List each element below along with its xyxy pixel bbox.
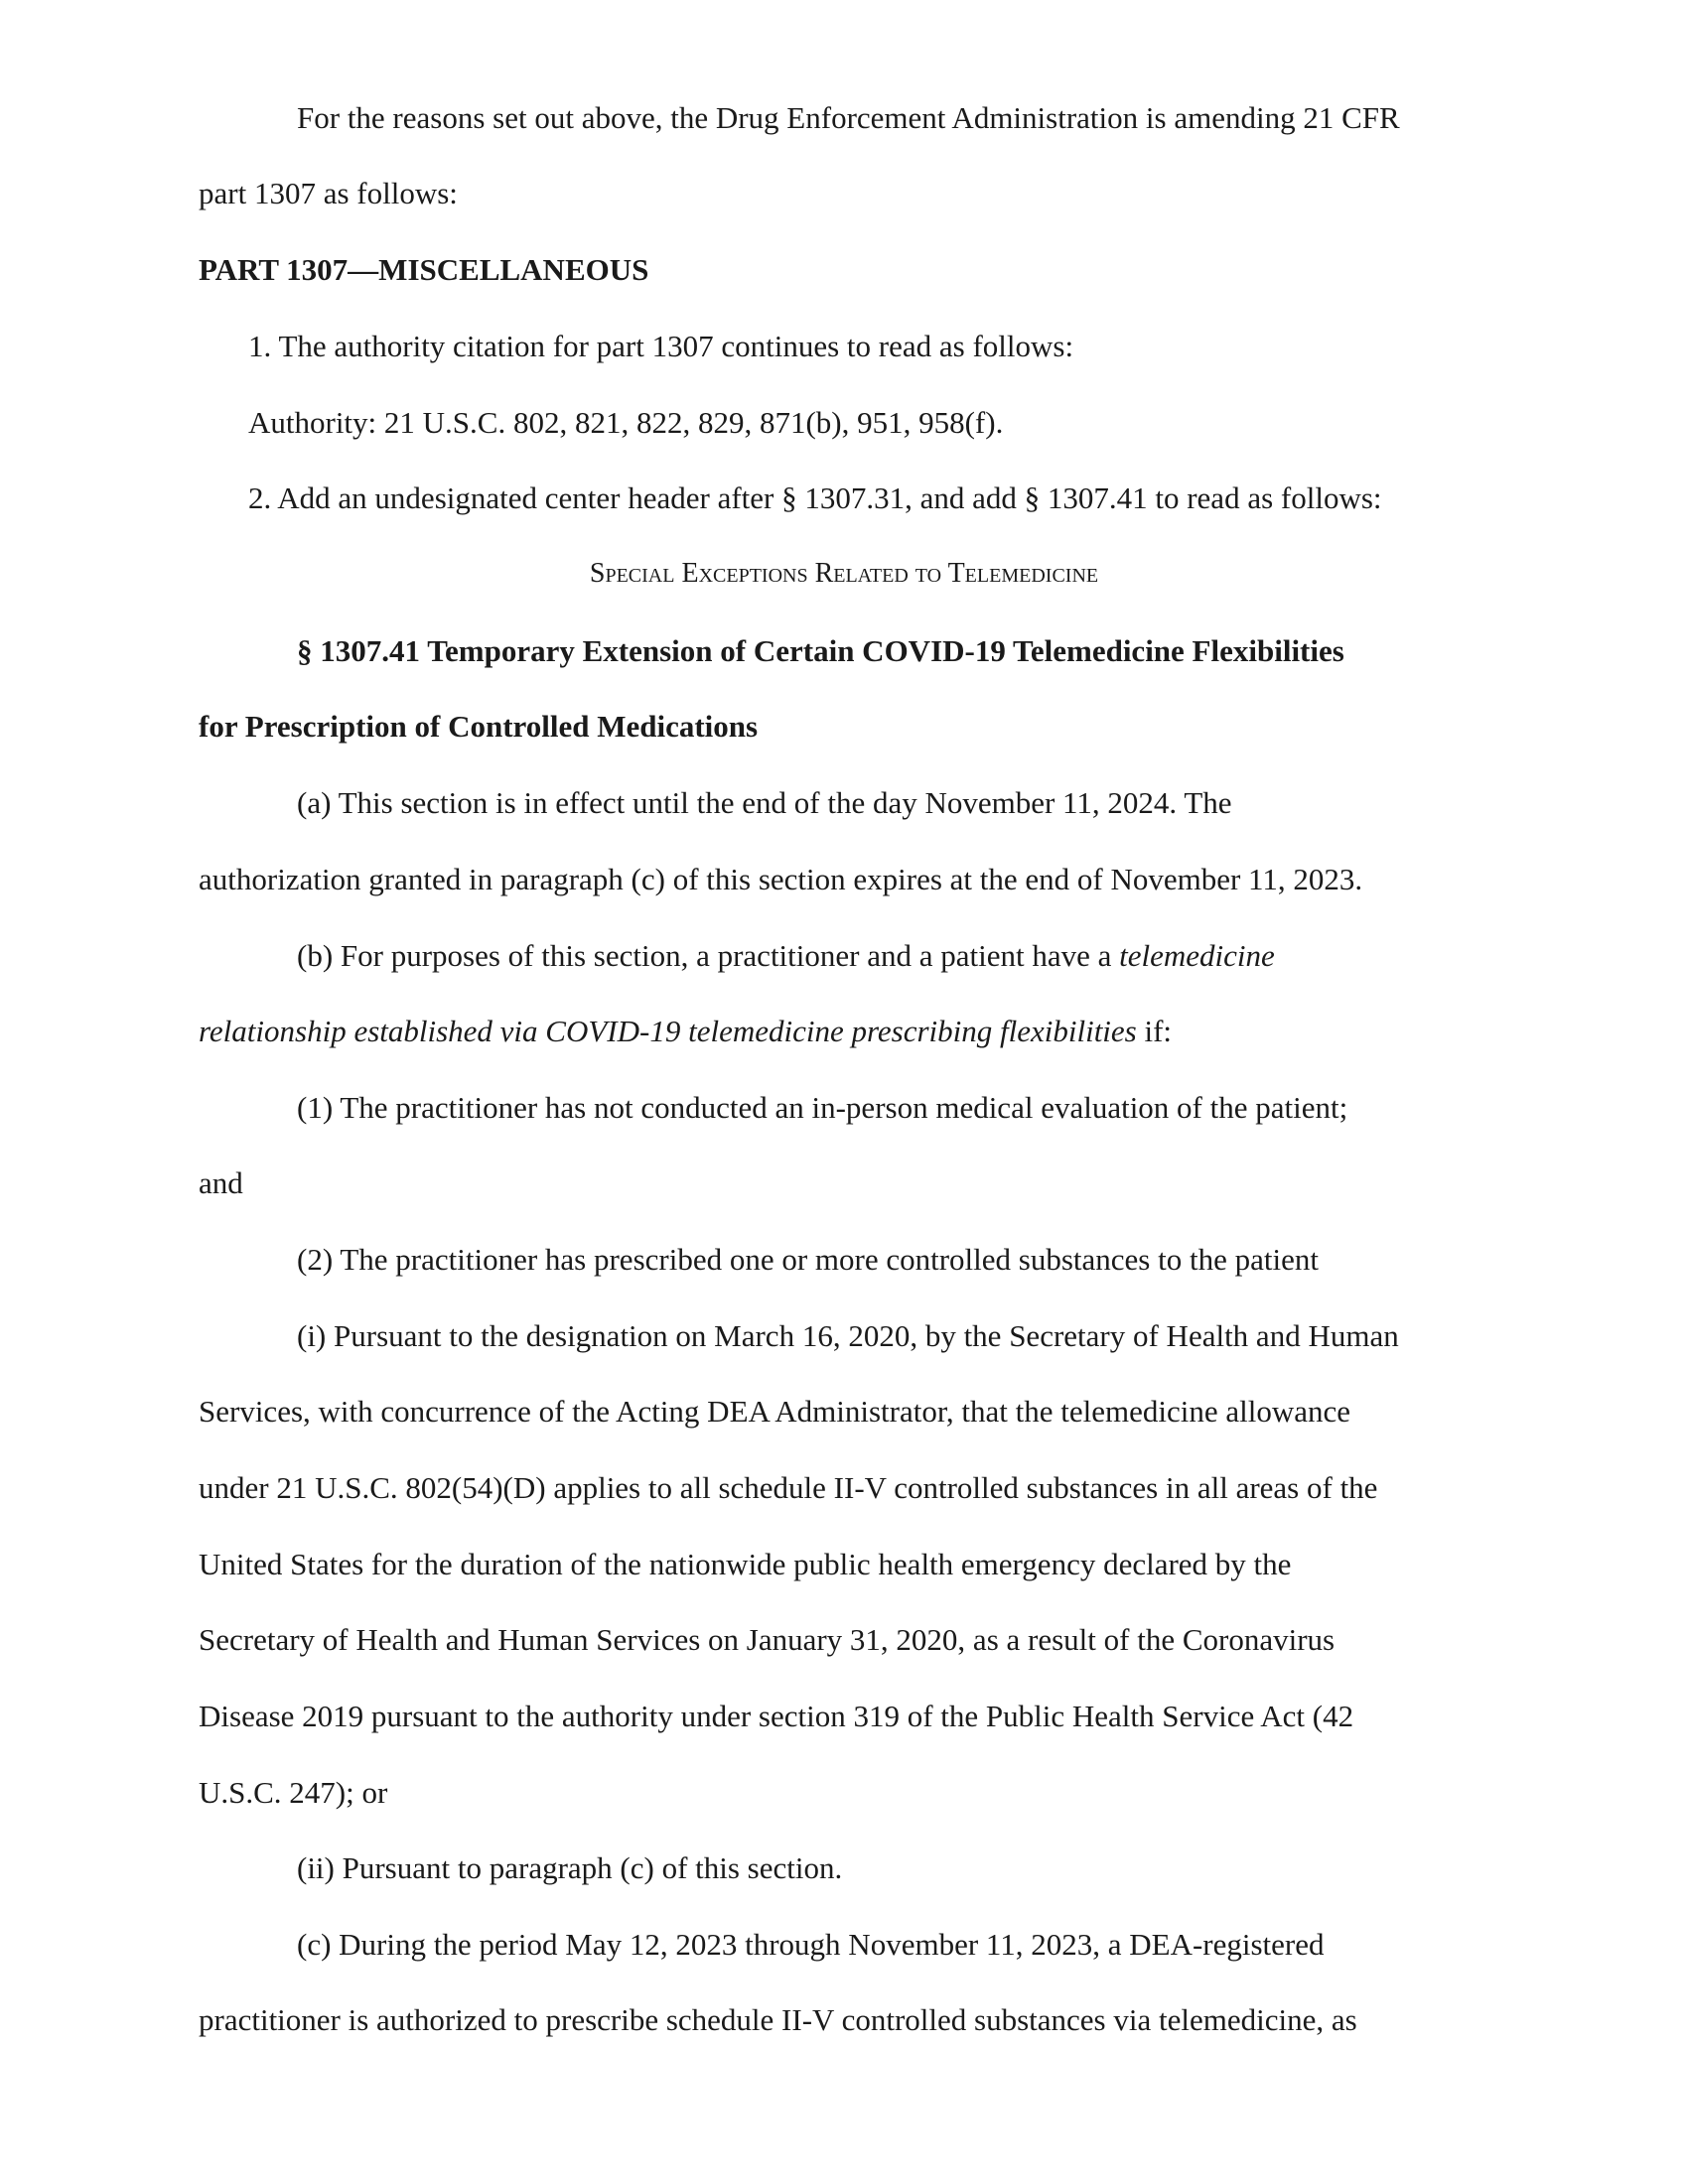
- defined-term-part-1: telemedicine: [1119, 938, 1275, 973]
- paragraph-i-line-5: Secretary of Health and Human Services on January 31, 2020, as a result of the Coronavirus: [199, 1622, 1336, 1657]
- section-title-line-1: § 1307.41 Temporary Extension of Certain COVID-19 Telemedicine Flexibilities: [297, 633, 1344, 668]
- paragraph-c-line-2: practitioner is authorized to prescribe schedule II-V controlled substances via telemedicine, as: [199, 2002, 1357, 2037]
- paragraph-i-line-7: U.S.C. 247); or: [199, 1775, 388, 1810]
- part-heading: PART 1307—MISCELLANEOUS: [199, 252, 649, 287]
- paragraph-i-line-3: under 21 U.S.C. 802(54)(D) applies to all schedule II-V controlled substances in all areas of the: [199, 1470, 1378, 1505]
- paragraph-b1-line-1: (1) The practitioner has not conducted an in-person medical evaluation of the patient;: [297, 1090, 1348, 1125]
- section-title-line-2: for Prescription of Controlled Medications: [199, 709, 759, 744]
- amendment-item-1: 1. The authority citation for part 1307 continues to read as follows:: [248, 329, 1074, 363]
- center-header: Special Exceptions Related to Telemedicine: [589, 558, 1099, 589]
- paragraph-c-line-1: (c) During the period May 12, 2023 through November 11, 2023, a DEA-registered: [297, 1927, 1325, 1962]
- intro-line-1: For the reasons set out above, the Drug Enforcement Administration is amending 21 CFR: [297, 100, 1400, 135]
- paragraph-b1-line-2: and: [199, 1165, 243, 1200]
- defined-term-part-2: relationship established via COVID-19 telemedicine prescribing flexibilities: [199, 1014, 1137, 1048]
- intro-line-2: part 1307 as follows:: [199, 176, 458, 210]
- paragraph-i-line-2: Services, with concurrence of the Acting DEA Administrator, that the telemedicine allowance: [199, 1394, 1351, 1429]
- paragraph-a-line-1: (a) This section is in effect until the end of the day November 11, 2024. The: [297, 785, 1232, 820]
- paragraph-b2: (2) The practitioner has prescribed one or more controlled substances to the patient: [297, 1242, 1319, 1277]
- amendment-item-2: 2. Add an undesignated center header after § 1307.31, and add § 1307.41 to read as follows:: [248, 480, 1382, 515]
- paragraph-ii: (ii) Pursuant to paragraph (c) of this section.: [297, 1850, 843, 1885]
- authority-citation: Authority: 21 U.S.C. 802, 821, 822, 829, 871(b), 951, 958(f).: [248, 405, 1004, 440]
- paragraph-b-suffix: if:: [1136, 1014, 1173, 1048]
- paragraph-i-line-6: Disease 2019 pursuant to the authority under section 319 of the Public Health Service Act (42: [199, 1699, 1354, 1733]
- paragraph-b-line-1: [297, 940, 1275, 971]
- paragraph-a-line-2: authorization granted in paragraph (c) of this section expires at the end of November 11, 2023.: [199, 862, 1363, 896]
- paragraph-b-prefix: (b) For purposes of this section, a practitioner and a patient have a: [297, 938, 1120, 973]
- paragraph-i-line-4: United States for the duration of the nationwide public health emergency declared by the: [199, 1547, 1292, 1581]
- paragraph-b-line-2: [199, 1016, 1172, 1046]
- paragraph-i-line-1: (i) Pursuant to the designation on March 16, 2020, by the Secretary of Health and Human: [297, 1318, 1399, 1353]
